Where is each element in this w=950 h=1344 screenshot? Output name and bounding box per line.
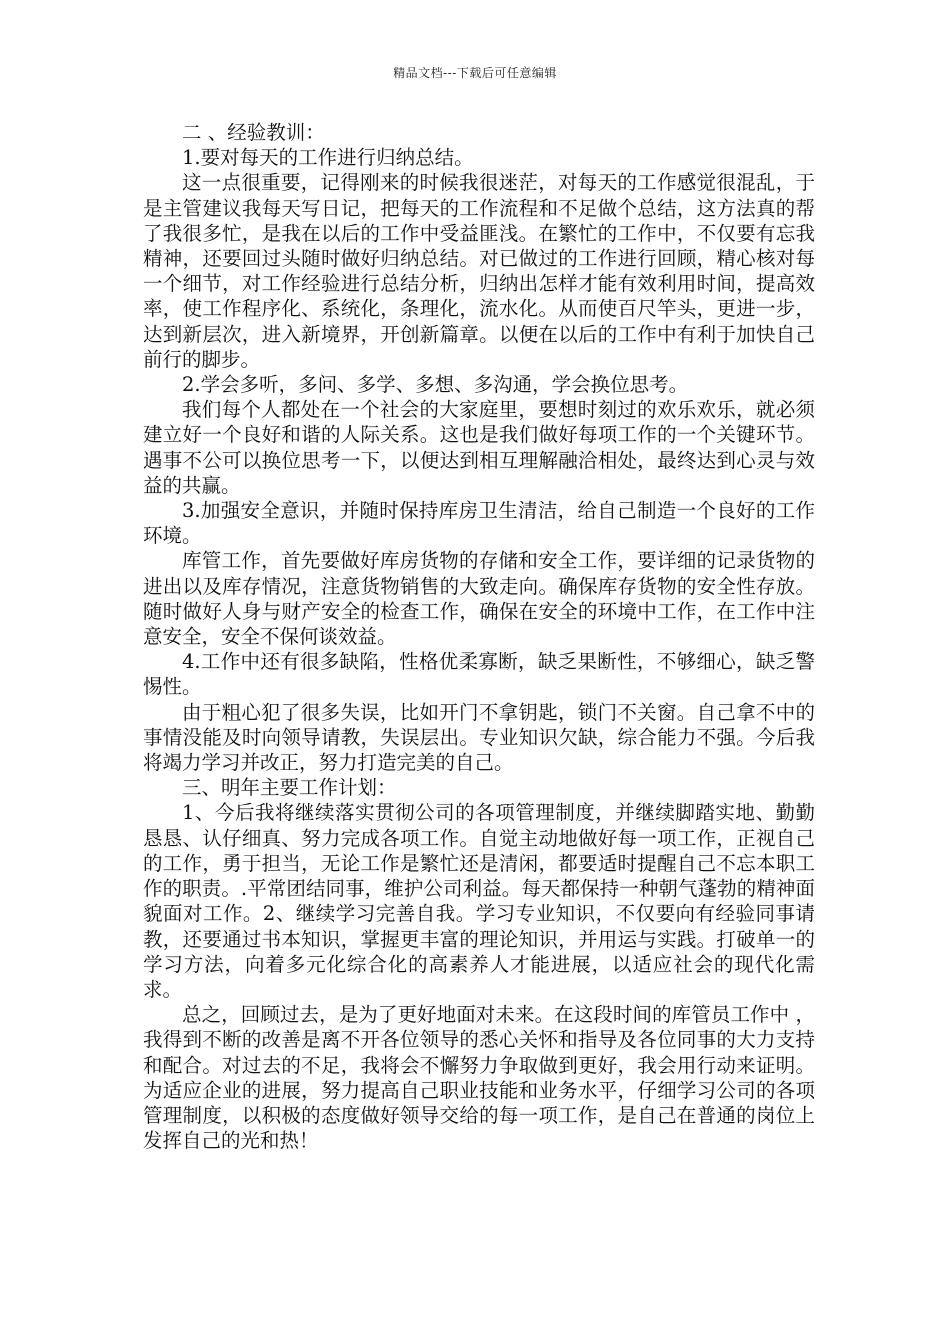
- body-paragraph: 这一点很重要，记得刚来的时候我很迷茫，对每天的工作感觉很混乱，于是主管建议我每天写日记，把每天的工作流程和不足做个总结，这方法真的帮了我很多忙，是我在以后的工作中受益匪浅。在繁忙的工作中，不仅要有忘我精神，还要回过头随时做好归纳总结。对已做过的工作进行回顾，精心核对每一个细节，对工作经验进行总结分析，归纳出怎样才能有效利用时间，提高效率，使工作程序化、系统化，条理化，流水化。从而使百尺竿头，更进一步，达到新层次，进入新境界，开创新篇章。以便在以后的工作中有利于加快自己前行的脚步。: [143, 171, 815, 371]
- body-paragraph: 库管工作，首先要做好库房货物的存储和安全工作，要详细的记录货物的进出以及库存情况，注意货物销售的大致走向。确保库存货物的安全性存放。随时做好人身与财产安全的检查工作，确保在安全的环境中工作，在工作中注意安全，安全不保何谈效益。: [143, 549, 815, 649]
- body-paragraph: 由于粗心犯了很多失误，比如开门不拿钥匙，锁门不关窗。自己拿不中的事情没能及时向领导请教，失误层出。专业知识欠缺，综合能力不强。今后我将竭力学习并改正，努力打造完美的自己。: [143, 700, 815, 775]
- subheading-summarize: 1.要对每天的工作进行归纳总结。: [182, 146, 474, 170]
- subheading-communicate: 2.学会多听，多问、多学、多想、多沟通，学会换位思考。: [182, 373, 689, 397]
- document-body: [143, 120, 815, 1153]
- section-heading-lessons: 二 、经验教训：: [182, 121, 325, 144]
- subheading-safety: 3.加强安全意识，并随时保持库房卫生清洁，给自己制造一个良好的工作环境。: [143, 499, 815, 548]
- body-paragraph: 1、今后我将继续落实贯彻公司的各项管理制度，并继续脚踏实地、勤勤恳恳、认仔细真、努力完成各项工作。自觉主动地做好每一项工作，正视自己的工作，勇于担当，无论工作是繁忙还是清闲，都要适时提醒自己不忘本职工作的职责。.平常团结同事，维护公司利益。每天都保持一种朝气蓬勃的精神面貌面对工作。2、继续学习完善自我。学习专业知识，不仅要向有经验同事请教，还要通过书本知识，掌握更丰富的理论知识，并用运与实践。打破单一的学习方法，向着多元化综合化的高素养人才能进展，以适应社会的现代化需求。: [143, 801, 815, 1001]
- page-header: 精品文档---下载后可任意编辑: [393, 66, 557, 80]
- section-heading-plan: 三、明年主要工作计划：: [182, 776, 397, 800]
- conclusion-paragraph: 总之，回顾过去，是为了更好地面对未来。在这段时间的库管员工作中 ，我得到不断的改善是离不开各位领导的悉心关怀和指导及各位同事的大力支持和配合。对过去的不足，我将会不懈努力争取做到更好，我会用行动来证明。为适应企业的进展，努力提高自己职业技能和业务水平，仔细学习公司的各项管理制度，以积极的态度做好领导交给的每一项工作，是自己在普通的岗位上发挥自己的光和热！: [143, 1003, 815, 1153]
- body-paragraph: 我们每个人都处在一个社会的大家庭里，要想时刻过的欢乐欢乐，就必须建立好一个良好和谐的人际关系。这也是我们做好每项工作的一个关键环节。遇事不公可以换位思考一下，以便达到相互理解融洽相处，最终达到心灵与效益的共赢。: [143, 398, 815, 497]
- subheading-shortcomings: 4.工作中还有很多缺陷，性格优柔寡断，缺乏果断性，不够细心，缺乏警惕性。: [143, 650, 815, 699]
